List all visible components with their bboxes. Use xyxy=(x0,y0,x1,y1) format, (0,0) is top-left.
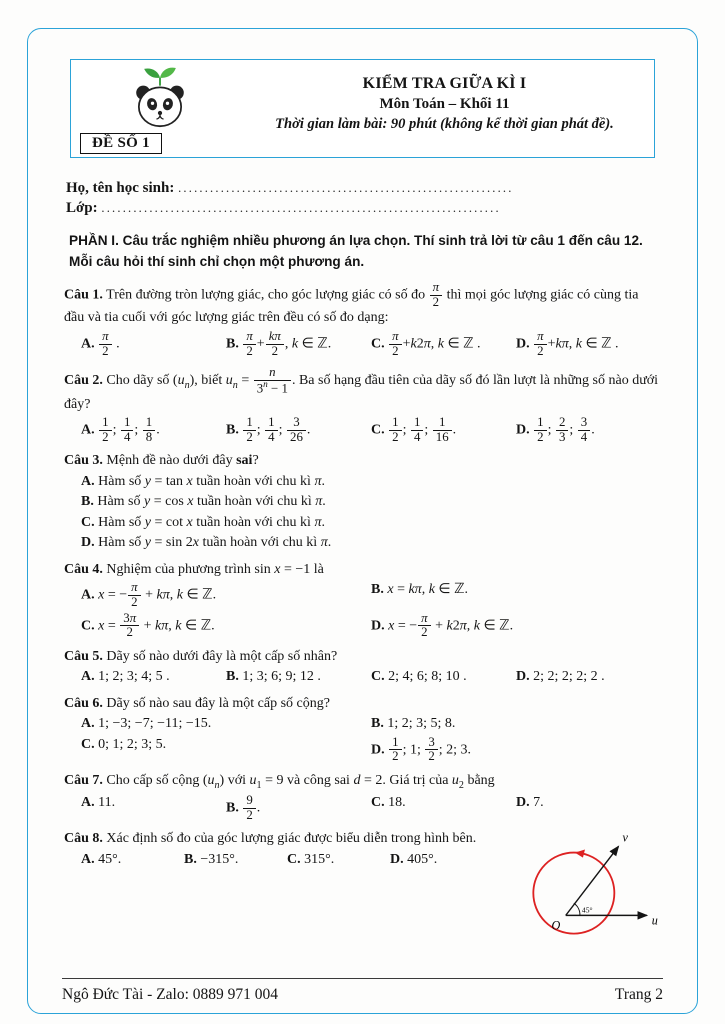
exam-header xyxy=(70,59,655,158)
question-4-option-b: B. x = kπ, k ∈ ℤ. xyxy=(371,582,469,598)
question-2-options xyxy=(64,416,661,444)
question-2-option-c: C. $\frac{1}{2}$ ; $\frac{1}{4}$ ; $\frac{1}{16}$ . xyxy=(371,415,457,444)
question-1-options xyxy=(64,330,661,358)
question-5-option-c: C. 2; 4; 6; 8; 10 . xyxy=(371,669,467,685)
question-7-text: Câu 7. Cho cấp số cộng $(u_n)$ với $u_1 = 9$ và công sai d = 2. Giá trị của $u_2$ bằng xyxy=(64,773,495,791)
exam-subject: Môn Toán – Khối 11 xyxy=(379,96,510,112)
question-2-option-d: D. $\frac{1}{2}$ ; $\frac{2}{3}$ ; $\frac{3}{4}$ . xyxy=(516,415,595,444)
question-3-option-b: B. Hàm số y = cos x tuần hoàn với chu kì π. xyxy=(81,494,326,510)
student-class-label: Lớp: xyxy=(66,200,98,216)
red-annotation-circle xyxy=(533,853,614,934)
question-6-option-b: B. 1; 2; 3; 5; 8. xyxy=(371,716,456,732)
question-2-option-b: B. $\frac{1}{2}$ ; $\frac{1}{4}$ ; $\frac{3}{26}$ . xyxy=(226,415,311,444)
question-8-option-d: D. 405°. xyxy=(390,851,438,867)
student-name-row xyxy=(66,180,659,197)
question-8-options xyxy=(64,851,493,869)
question-7-option-d: D. 7. xyxy=(516,795,544,811)
question-5-options xyxy=(64,668,661,686)
question-2-option-a: A. $\frac{1}{2}$ ; $\frac{1}{4}$ ; $\frac{1}{8}$ . xyxy=(81,415,160,444)
question-1-option-d: D. $\frac{\pi}{2}$ +kπ, k ∈ ℤ . xyxy=(516,328,619,358)
question-3-options xyxy=(64,473,661,553)
question-6-option-c: C. 0; 1; 2; 3; 5. xyxy=(81,736,167,752)
origin-label: O xyxy=(551,918,561,933)
question-6-option-d: D. $\frac{1}{2}$ ; 1; $\frac{3}{2}$ ; 2; 3. xyxy=(371,734,472,764)
student-name-blank: ............................................................... xyxy=(178,181,514,195)
questions xyxy=(64,281,661,942)
question-7-option-a: A. 11. xyxy=(81,795,116,811)
exam-code-badge: ĐỀ SỐ 1 xyxy=(80,133,162,154)
question-3-option-c: C. Hàm số y = cot x tuần hoàn với chu kì π. xyxy=(81,514,325,530)
question-7-option-b: B. $\frac{9}{2}$ . xyxy=(226,793,261,822)
question-2 xyxy=(64,366,661,444)
question-3-text: Câu 3. Mệnh đề nào dưới đây sai? xyxy=(64,453,259,469)
question-6-text: Câu 6. Dãy số nào sau đây là một cấp số cộng? xyxy=(64,695,330,711)
question-1 xyxy=(64,281,661,358)
header-text xyxy=(249,60,654,157)
footer-page-number: Trang 2 xyxy=(614,986,663,1003)
logo-area xyxy=(71,60,249,157)
question-1-option-b: B. $\frac{\pi}{2}$ + $\frac{k\pi}{2}$ , k ∈ ℤ. xyxy=(226,328,332,358)
question8-angle-figure xyxy=(507,828,667,942)
panda-logo-icon xyxy=(123,63,197,138)
question-1-text: Câu 1. Trên đường tròn lượng giác, cho góc lượng giác có số đo $\frac{\pi}{2}$ thì mọi góc lượng giác có cùng tia đầu và tia cuối với góc lượng giác trên đều có số đo dạng: xyxy=(64,280,639,326)
question-4-option-d: D. x = − $\frac{\pi}{2}$ + k2π, k ∈ ℤ. xyxy=(371,610,514,640)
question-4-option-c: C. x = $\frac{3\pi}{2}$ + kπ, k ∈ ℤ. xyxy=(81,610,215,640)
student-class-row xyxy=(66,200,659,217)
question-8-text: Câu 8. Xác định số đo của góc lượng giác được biểu diễn trong hình bên. xyxy=(64,831,477,847)
angle-value-label: 45° xyxy=(581,905,593,915)
question-8-option-c: C. 315°. xyxy=(287,851,335,867)
footer-author: Ngô Đức Tài - Zalo: 0889 971 004 xyxy=(62,986,279,1003)
question-5-text: Câu 5. Dãy số nào dưới đây là một cấp số nhân? xyxy=(64,648,338,664)
question-6 xyxy=(64,695,661,764)
student-name-label: Họ, tên học sinh: xyxy=(66,180,175,196)
question-8 xyxy=(64,830,661,942)
page-frame xyxy=(27,28,698,1014)
question-3 xyxy=(64,452,661,552)
question-5-option-a: A. 1; 2; 3; 4; 5 . xyxy=(81,669,170,685)
question-1-option-a: A. $\frac{\pi}{2}$ . xyxy=(81,328,120,358)
question-5-option-d: D. 2; 2; 2; 2; 2 . xyxy=(516,669,605,685)
question-4-option-a: A. x = − $\frac{\pi}{2}$ + kπ, k ∈ ℤ. xyxy=(81,580,217,609)
question-3-option-d: D. Hàm số y = sin 2x tuần hoàn với chu kì π. xyxy=(81,535,332,551)
student-info xyxy=(66,180,659,217)
question-4-text: Câu 4. Nghiệm của phương trình sin x = −1 là xyxy=(64,561,324,577)
question-5 xyxy=(64,648,661,687)
question-1-option-c: C. $\frac{\pi}{2}$ +k2π, k ∈ ℤ . xyxy=(371,328,481,358)
question-8-option-b: B. −315°. xyxy=(184,851,239,867)
question-7-options xyxy=(64,794,661,822)
page-footer xyxy=(62,978,663,1004)
exam-duration: Thời gian làm bài: 90 phút (không kể thời gian phát đề). xyxy=(275,116,614,132)
red-arrowhead-icon xyxy=(575,850,585,858)
part1-heading: PHẦN I. Câu trắc nghiệm nhiều phương án lựa chọn. Thí sinh trả lời từ câu 1 đến câu 12. Mỗi câu hỏi thí sinh chỉ chọn một phương án. xyxy=(69,233,643,270)
student-class-blank: ........................................................................... xyxy=(101,201,501,215)
question-7-option-c: C. 18. xyxy=(371,795,406,811)
exam-title: KIỂM TRA GIỮA KÌ I xyxy=(362,75,527,92)
question-5-option-b: B. 1; 3; 6; 9; 12 . xyxy=(226,669,321,685)
question-7 xyxy=(64,772,661,822)
question-4 xyxy=(64,561,661,640)
question-6-option-a: A. 1; −3; −7; −11; −15. xyxy=(81,716,212,732)
question-3-option-a: A. Hàm số y = tan x tuần hoàn với chu kì π. xyxy=(81,473,325,489)
ray-u-label: u xyxy=(651,913,658,928)
question-2-text: Câu 2. Cho dãy số $(u_n)$, biết $u_n$ = $\frac{n}{3^n - 1}$ . Ba số hạng đầu tiên của dãy số đó lần lượt là những số nào dưới đây? xyxy=(64,365,659,412)
question-8-option-a: A. 45°. xyxy=(81,851,122,867)
question-6-options xyxy=(64,715,661,764)
ray-v-label: v xyxy=(622,830,628,845)
question-4-options xyxy=(64,581,661,640)
